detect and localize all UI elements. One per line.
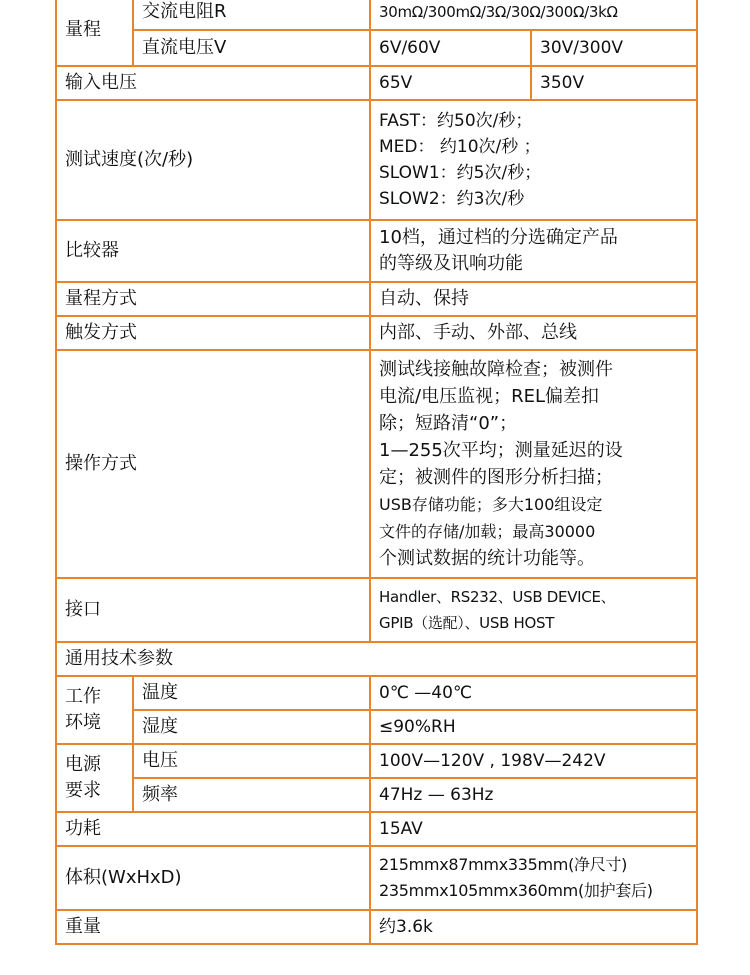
power-label <box>56 744 133 812</box>
table-row <box>56 220 697 282</box>
environment-label-line: 环境 <box>65 712 101 733</box>
operation-line: 除；短路清“0”； <box>379 413 518 434</box>
dimensions-line: 215mmx87mmx335mm(净尺寸) <box>379 855 628 874</box>
table-row <box>56 100 697 220</box>
spec-table <box>55 0 698 945</box>
table-row <box>56 350 697 578</box>
table-row <box>56 710 697 744</box>
test-speed-line: SLOW2：约3次/秒 <box>379 189 525 209</box>
environment-label-line: 工作 <box>65 686 101 707</box>
table-row <box>56 676 697 710</box>
power-label-line: 电源 <box>65 754 101 775</box>
table-row <box>56 30 697 66</box>
consumption-label: 功耗 <box>56 812 370 846</box>
temperature-value: 0℃ —40℃ <box>370 676 697 710</box>
test-speed-line: SLOW1：约5次/秒； <box>379 163 542 183</box>
dc-voltage-label: 直流电压V <box>133 30 370 66</box>
table-row <box>56 744 697 778</box>
voltage-label: 电压 <box>133 744 370 778</box>
test-speed-line: MED： 约10次/秒 ； <box>379 137 541 157</box>
input-voltage-value-b: 350V <box>531 66 697 100</box>
frequency-value: 47Hz — 63Hz <box>370 778 697 812</box>
operation-line: 个测试数据的统计功能等。 <box>379 548 595 569</box>
dc-voltage-value-a: 6V/60V <box>370 30 531 66</box>
dc-voltage-value-b: 30V/300V <box>531 30 697 66</box>
table-row <box>56 66 697 100</box>
weight-value: 约3.6k <box>370 910 697 944</box>
environment-label <box>56 676 133 744</box>
interface-label: 接口 <box>56 578 370 642</box>
weight-label: 重量 <box>56 910 370 944</box>
comparator-label: 比较器 <box>56 220 370 282</box>
operation-line: 定；被测件的图形分析扫描； <box>379 467 613 488</box>
consumption-value: 15AV <box>370 812 697 846</box>
interface-line: Handler、RS232、USB DEVICE、 <box>379 588 616 606</box>
humidity-value: ≤90%RH <box>370 710 697 744</box>
frequency-label: 频率 <box>133 778 370 812</box>
ac-resistance-label: 交流电阻R <box>133 0 370 30</box>
comparator-line: 的等级及讯响功能 <box>379 253 523 274</box>
input-voltage-value-a: 65V <box>370 66 531 100</box>
table-row <box>56 316 697 350</box>
range-label: 量程 <box>56 0 133 66</box>
power-label-line: 要求 <box>65 780 101 801</box>
comparator-value <box>370 220 697 282</box>
range-mode-value: 自动、保持 <box>370 282 697 316</box>
table-row <box>56 812 697 846</box>
dimensions-label: 体积(WxHxD) <box>56 846 370 910</box>
operation-line: 1—255次平均；测量延迟的设 <box>379 440 623 461</box>
trigger-mode-label: 触发方式 <box>56 316 370 350</box>
comparator-line: 10档，通过档的分选确定产品 <box>379 227 618 248</box>
test-speed-value <box>370 100 697 220</box>
general-section-header: 通用技术参数 <box>56 642 697 676</box>
trigger-mode-value: 内部、手动、外部、总线 <box>370 316 697 350</box>
temperature-label: 温度 <box>133 676 370 710</box>
voltage-value: 100V—120V , 198V—242V <box>370 744 697 778</box>
table-row <box>56 846 697 910</box>
ac-resistance-value: 30mΩ/300mΩ/3Ω/30Ω/300Ω/3kΩ <box>370 0 697 30</box>
table-row <box>56 642 697 676</box>
operation-line: 电流/电压监视；REL偏差扣 <box>379 386 599 407</box>
table-row <box>56 0 697 30</box>
operation-line: USB存储功能；多大100组设定 <box>379 495 603 514</box>
table-row <box>56 910 697 944</box>
range-mode-label: 量程方式 <box>56 282 370 316</box>
test-speed-line: FAST：约50次/秒； <box>379 111 533 131</box>
input-voltage-label: 输入电压 <box>56 66 370 100</box>
dimensions-line: 235mmx105mmx360mm(加护套后) <box>379 881 653 900</box>
operation-line: 测试线接触故障检查；被测件 <box>379 359 613 380</box>
operation-line: 文件的存储/加载；最高30000 <box>379 522 596 541</box>
test-speed-label: 测试速度(次/秒) <box>56 100 370 220</box>
interface-value <box>370 578 697 642</box>
humidity-label: 湿度 <box>133 710 370 744</box>
table-row <box>56 282 697 316</box>
table-row <box>56 578 697 642</box>
dimensions-value <box>370 846 697 910</box>
table-row <box>56 778 697 812</box>
interface-line: GPIB（选配）、USB HOST <box>379 614 555 632</box>
operation-value <box>370 350 697 578</box>
operation-label: 操作方式 <box>56 350 370 578</box>
